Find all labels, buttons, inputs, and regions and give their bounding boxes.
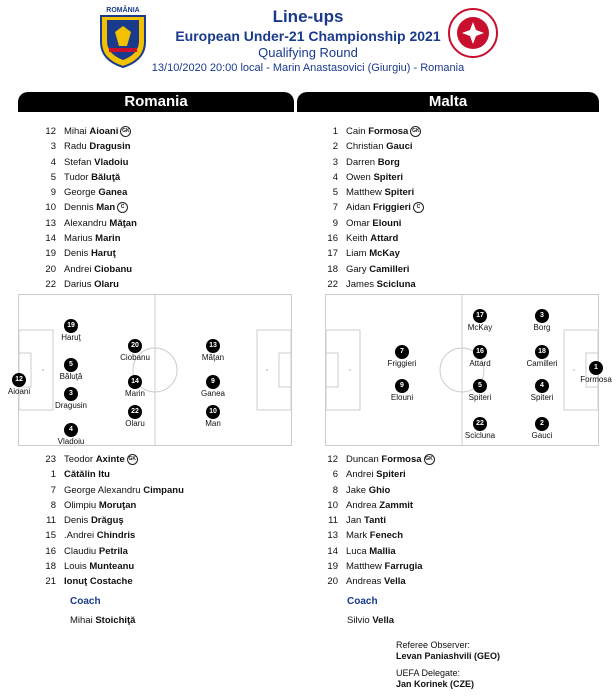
player-name [346, 155, 400, 170]
pitch-player [450, 417, 510, 440]
player-first-name: Gary [346, 263, 370, 275]
player-last-name: Spiteri [373, 171, 404, 183]
player-last-name: Borg [377, 156, 400, 168]
pitch-player [105, 375, 165, 398]
player-last-name: Munteanu [89, 561, 135, 573]
player-first-name: Mark [346, 530, 370, 542]
pitch-player [512, 417, 572, 440]
player-last-name: Formosa [368, 126, 409, 137]
player-last-name: Attard [370, 233, 399, 245]
pitch-player [372, 379, 432, 402]
player-name [64, 139, 131, 154]
away-coach-last: Vella [372, 615, 395, 626]
player-row [38, 513, 288, 528]
player-row [320, 452, 580, 467]
away-coach-name [347, 615, 394, 626]
player-row [320, 170, 580, 185]
player-row [320, 483, 580, 498]
player-name [346, 216, 401, 231]
player-name [346, 513, 386, 528]
player-last-name: Cătălin Itu [64, 469, 110, 481]
pitch-player-number: 7 [395, 345, 409, 359]
player-row [38, 246, 288, 261]
player-first-name: Matthew [346, 561, 385, 573]
pitch-player-name: Gauci [531, 431, 553, 440]
player-number: 19 [327, 561, 338, 573]
pitch-player-name: Borg [533, 323, 551, 332]
player-row [38, 231, 288, 246]
pitch-player-name: Ganea [200, 389, 226, 398]
player-first-name: Teodor [64, 454, 96, 465]
pitch-player-number: 18 [535, 345, 549, 359]
player-number: 6 [332, 469, 338, 481]
player-last-name: Tanti [363, 515, 386, 527]
player-first-name: Louis [64, 561, 90, 573]
pitch-player [450, 345, 510, 368]
pitch-player-name: Friggieri [387, 359, 417, 368]
player-name [346, 483, 390, 498]
player-number: 3 [50, 141, 56, 153]
pitch-player-name: Attard [469, 359, 491, 368]
pitch-player-number: 5 [64, 358, 78, 372]
player-last-name: Drăguş [90, 515, 124, 527]
player-last-name: Friggieri [372, 202, 411, 214]
pitch-player-name: Băluţă [59, 372, 83, 381]
player-last-name: Spiteri [376, 469, 406, 481]
player-row [320, 246, 580, 261]
player-last-name: Măţan [109, 217, 137, 229]
player-row [38, 483, 288, 498]
delegate-label: UEFA Delegate: [396, 668, 461, 678]
player-row [38, 155, 288, 170]
player-number: 20 [327, 576, 338, 588]
player-row [320, 200, 580, 215]
player-number: 8 [50, 499, 56, 511]
home-coach-last: Stoichiţă [95, 615, 136, 626]
away-substitutes-list [320, 452, 580, 590]
player-name [64, 467, 110, 482]
match-info: 13/10/2020 20:00 local - Marin Anastasovici (Giurgiu) - Romania [151, 62, 465, 74]
player-name [64, 246, 116, 261]
pitch-player-name: Ciobanu [120, 353, 150, 362]
player-number: 16 [327, 233, 338, 245]
player-first-name: Mihai [64, 126, 90, 137]
player-number: 13 [327, 530, 338, 542]
player-last-name: Băluţă [91, 171, 121, 183]
player-row [38, 200, 288, 215]
player-first-name: Andrea [346, 499, 380, 511]
player-number: 12 [45, 126, 56, 137]
pitch-player [105, 339, 165, 362]
player-first-name: Aidan [346, 202, 373, 214]
player-number: 22 [327, 278, 338, 290]
player-first-name: Christian [346, 141, 387, 153]
home-coach-name [70, 615, 135, 626]
pitch-player-name: Haruţ [61, 333, 81, 342]
player-name [346, 262, 409, 277]
player-last-name: Ghio [368, 484, 391, 496]
player-first-name: Claudiu [64, 545, 99, 557]
player-number: 22 [45, 278, 56, 290]
player-name [64, 216, 137, 231]
player-last-name: McKay [369, 248, 400, 260]
player-last-name: Aioani [89, 126, 119, 137]
player-row [320, 262, 580, 277]
officials-block [396, 640, 500, 690]
pitch-player-number: 9 [206, 375, 220, 389]
player-row [320, 498, 580, 513]
player-name [346, 139, 413, 154]
home-starters-list [38, 124, 288, 292]
player-last-name: Haruţ [90, 248, 116, 260]
player-first-name: Tudor [64, 171, 92, 183]
pitch-player [450, 309, 510, 332]
player-last-name: Vella [384, 576, 406, 588]
pitch-player [372, 345, 432, 368]
player-last-name: Axinte [95, 454, 125, 465]
home-formation-pitch [7, 294, 292, 446]
player-number: 4 [332, 171, 338, 183]
player-name [64, 483, 184, 498]
pitch-player-number: 13 [206, 339, 220, 353]
player-number: 4 [50, 156, 56, 168]
away-coach-label: Coach [347, 596, 378, 607]
pitch-player-name: Măţan [201, 353, 225, 362]
player-number: 3 [332, 156, 338, 168]
player-name [64, 231, 121, 246]
player-name [64, 528, 135, 543]
player-number: 23 [45, 454, 56, 465]
pitch-player-name: Aioani [7, 387, 31, 396]
pitch-player-number: 1 [589, 361, 603, 375]
player-row [38, 544, 288, 559]
player-row [320, 528, 580, 543]
away-team-header: Malta [297, 92, 599, 112]
pitch-player [450, 379, 510, 402]
player-last-name: Moruţan [98, 499, 137, 511]
player-row [38, 170, 288, 185]
player-name [64, 559, 134, 574]
pitch-player-name: Man [205, 419, 221, 428]
player-number: 17 [327, 248, 338, 260]
pitch-player-name: Formosa [580, 375, 612, 384]
player-row [38, 139, 288, 154]
pitch-player-number: 3 [64, 387, 78, 401]
player-first-name: .Andrei [64, 530, 97, 542]
player-name [346, 467, 406, 482]
player-first-name: Andrei [346, 469, 377, 481]
player-row [320, 277, 580, 292]
pitch-player [183, 375, 243, 398]
pitch-player-name: Camilleri [526, 359, 558, 368]
player-last-name: Cimpanu [143, 484, 184, 496]
player-row [38, 528, 288, 543]
player-row [38, 559, 288, 574]
player-name [64, 200, 128, 215]
player-last-name: Marin [95, 233, 121, 245]
player-first-name: Darren [346, 156, 378, 168]
player-first-name: Luca [346, 545, 370, 557]
player-name [64, 544, 128, 559]
player-name [64, 513, 124, 528]
player-first-name: George [64, 187, 99, 199]
player-first-name: Owen [346, 171, 374, 183]
pitch-player-name: Marin [124, 389, 145, 398]
player-number: 11 [46, 515, 56, 527]
player-first-name: Cain [346, 126, 369, 137]
player-number: 11 [328, 515, 338, 527]
player-first-name: Omar [346, 217, 373, 229]
pitch-player-number: 9 [395, 379, 409, 393]
player-last-name: Spiteri [384, 187, 415, 199]
pitch-player-number: 19 [64, 319, 78, 333]
pitch-player-number: 14 [128, 375, 142, 389]
player-number: 9 [332, 217, 338, 229]
player-first-name: Olimpiu [64, 499, 99, 511]
pitch-player-number: 17 [473, 309, 487, 323]
player-row [320, 231, 580, 246]
player-last-name: Fenech [369, 530, 404, 542]
player-first-name: Dennis [64, 202, 97, 214]
player-name [346, 246, 400, 261]
goalkeeper-icon: GK [127, 454, 138, 465]
pitch-player-number: 3 [535, 309, 549, 323]
player-row [38, 498, 288, 513]
home-team-header: Romania [18, 92, 294, 112]
player-name [346, 200, 424, 215]
page-title: Line-ups [272, 7, 344, 26]
player-name [64, 124, 131, 139]
player-number: 2 [332, 141, 338, 153]
player-name [64, 185, 127, 200]
player-number: 5 [50, 171, 56, 183]
player-last-name: Zammit [379, 499, 414, 511]
player-number: 8 [332, 484, 338, 496]
goalkeeper-icon: GK [410, 126, 421, 137]
player-first-name: Denis [64, 515, 91, 527]
player-first-name: Alexandru [64, 217, 110, 229]
pitch-player-number: 4 [64, 423, 78, 437]
pitch-player-number: 2 [535, 417, 549, 431]
player-row [38, 124, 288, 139]
player-row [320, 513, 580, 528]
player-last-name: Elouni [372, 217, 402, 229]
player-first-name: Stefan [64, 156, 95, 168]
player-last-name: Ganea [98, 187, 128, 199]
player-row [320, 544, 580, 559]
player-row [320, 139, 580, 154]
pitch-player-name: Spiteri [530, 393, 554, 402]
player-name [346, 574, 406, 589]
player-name [346, 185, 414, 200]
player-last-name: Ionuţ Costache [64, 576, 133, 588]
player-row [38, 452, 288, 467]
pitch-player-name: Olaru [125, 419, 145, 428]
player-first-name: Jake [346, 484, 369, 496]
player-first-name: Darius [64, 278, 95, 290]
player-first-name: Radu [64, 141, 90, 153]
home-coach-label: Coach [70, 596, 101, 607]
player-name [64, 155, 128, 170]
captain-icon: C [117, 202, 128, 213]
away-coach-first: Silvio [347, 615, 370, 626]
pitch-player [512, 345, 572, 368]
away-formation-pitch [325, 294, 612, 446]
player-last-name: Formosa [381, 454, 422, 465]
player-row [38, 216, 288, 231]
pitch-player [183, 405, 243, 428]
player-number: 21 [45, 576, 56, 588]
player-first-name: James [346, 278, 377, 290]
pitch-player [41, 423, 101, 446]
player-name [346, 452, 435, 467]
player-name [346, 559, 423, 574]
player-number: 14 [327, 545, 338, 557]
player-number: 13 [45, 217, 56, 229]
player-name [64, 498, 136, 513]
player-last-name: Scicluna [376, 278, 416, 290]
away-starters-list [320, 124, 580, 292]
player-first-name: Liam [346, 248, 370, 260]
pitch-player-number: 10 [206, 405, 220, 419]
player-number: 18 [45, 561, 56, 573]
pitch-player [183, 339, 243, 362]
pitch-player-name: Dragusin [54, 401, 87, 410]
player-name [346, 544, 396, 559]
delegate-name: Jan Korinek (CZE) [396, 679, 475, 689]
player-first-name: Marius [64, 233, 96, 245]
player-number: 7 [332, 202, 338, 214]
pitch-player [41, 358, 101, 381]
observer-label: Referee Observer: [396, 640, 471, 650]
player-row [38, 185, 288, 200]
pitch-player-number: 22 [473, 417, 487, 431]
pitch-player-name: Elouni [390, 393, 414, 402]
player-last-name: Petrila [98, 545, 128, 557]
player-first-name: Denis [64, 248, 91, 260]
player-name [64, 262, 132, 277]
player-name [346, 498, 413, 513]
player-number: 18 [327, 263, 338, 275]
player-row [320, 124, 580, 139]
player-number: 5 [332, 187, 338, 199]
player-last-name: Farrugia [384, 561, 423, 573]
pitch-player [41, 319, 101, 342]
player-last-name: Ciobanu [94, 263, 133, 275]
player-name [346, 277, 416, 292]
player-row [38, 262, 288, 277]
pitch-player-number: 5 [473, 379, 487, 393]
pitch-player-number: 22 [128, 405, 142, 419]
player-last-name: Dragusin [89, 141, 131, 153]
player-row [320, 185, 580, 200]
player-row [38, 574, 288, 589]
pitch-player-name: McKay [467, 323, 493, 332]
player-name [346, 231, 398, 246]
player-number: 16 [45, 545, 56, 557]
pitch-player-number: 12 [12, 373, 26, 387]
player-number: 1 [50, 469, 56, 481]
player-first-name: Andreas [346, 576, 385, 588]
player-first-name: Keith [346, 233, 371, 245]
pitch-player [105, 405, 165, 428]
player-last-name: Chindris [96, 530, 136, 542]
player-number: 12 [327, 454, 338, 465]
player-number: 10 [327, 499, 338, 511]
pitch-player-number: 16 [473, 345, 487, 359]
pitch-player [41, 387, 101, 410]
player-row [320, 467, 580, 482]
goalkeeper-icon: GK [424, 454, 435, 465]
home-substitutes-list [38, 452, 288, 590]
player-row [320, 559, 580, 574]
pitch-player [512, 309, 572, 332]
player-number: 7 [50, 484, 56, 496]
romania-logo-text: ROMÂNIA [106, 7, 140, 14]
player-name [64, 277, 119, 292]
player-last-name: Olaru [94, 278, 119, 290]
player-number: 20 [45, 263, 56, 275]
player-first-name: Jan [346, 515, 364, 527]
round-name: Qualifying Round [258, 45, 358, 60]
player-last-name: Man [96, 202, 116, 214]
player-row [320, 574, 580, 589]
observer-name: Levan Paniashvili (GEO) [396, 651, 501, 661]
player-number: 1 [332, 126, 338, 137]
player-name [64, 170, 120, 185]
captain-icon: C [413, 202, 424, 213]
pitch-player-name: Scicluna [464, 431, 496, 440]
player-first-name: Matthew [346, 187, 385, 199]
player-first-name: Andrei [64, 263, 95, 275]
player-name [64, 574, 133, 589]
player-number: 15 [45, 530, 56, 542]
pitch-player-number: 4 [535, 379, 549, 393]
player-name [346, 528, 403, 543]
goalkeeper-icon: GK [120, 126, 131, 137]
player-last-name: Camilleri [369, 263, 410, 275]
player-row [38, 277, 288, 292]
player-number: 19 [45, 248, 56, 260]
pitch-player-name: Vladoiu [57, 437, 85, 446]
pitch-player [566, 361, 616, 384]
player-name [346, 124, 421, 139]
player-first-name: Duncan [346, 454, 382, 465]
player-row [320, 155, 580, 170]
pitch-player-number: 20 [128, 339, 142, 353]
home-coach-first: Mihai [70, 615, 93, 626]
pitch-player [512, 379, 572, 402]
player-name [346, 170, 403, 185]
pitch-player-name: Spiteri [468, 393, 492, 402]
player-number: 9 [50, 187, 56, 199]
player-row [320, 216, 580, 231]
player-last-name: Vladoiu [94, 156, 129, 168]
player-last-name: Gauci [386, 141, 413, 153]
player-last-name: Mallia [369, 545, 396, 557]
player-first-name: George Alexandru [64, 484, 144, 496]
player-number: 14 [45, 233, 56, 245]
player-row [38, 467, 288, 482]
player-name [64, 452, 138, 467]
competition-name: European Under-21 Championship 2021 [175, 28, 441, 44]
player-number: 10 [45, 202, 56, 214]
